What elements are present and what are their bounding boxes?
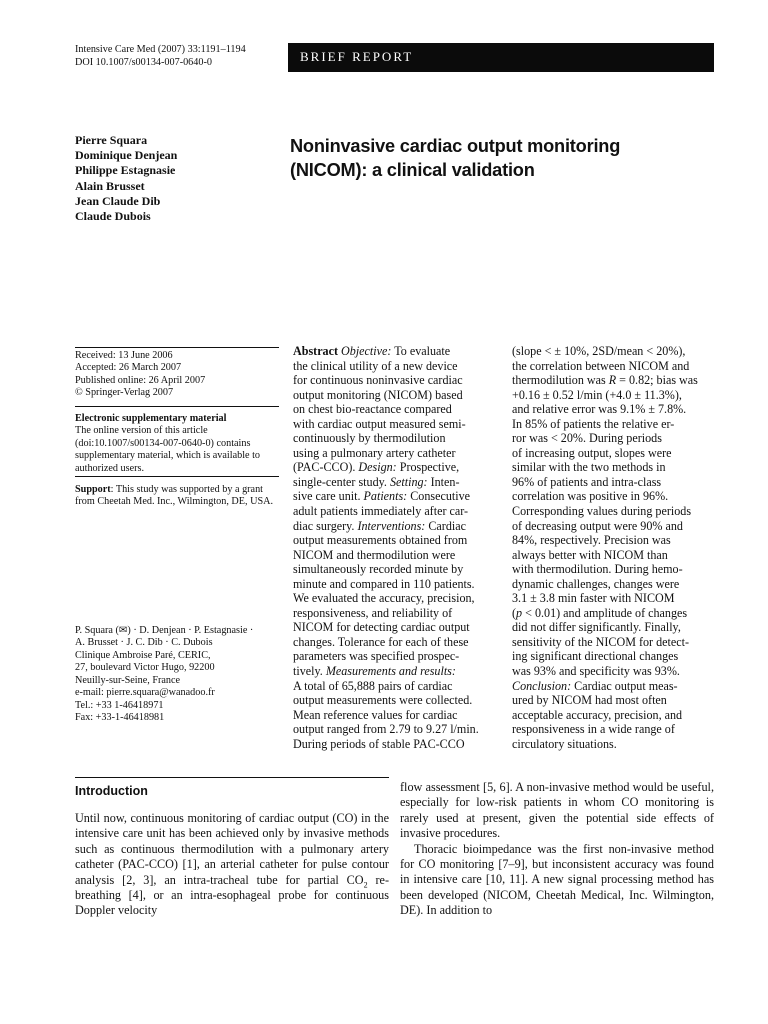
sidebar-divider (75, 406, 279, 407)
affiliation-line: Tel.: +33 1-46418971 (75, 699, 164, 711)
affiliation-line: 27, boulevard Victor Hugo, 92200 (75, 662, 215, 674)
author-name: Dominique Denjean (75, 148, 178, 163)
affiliation-line: Neuilly-sur-Seine, France (75, 674, 181, 686)
support-note (75, 484, 281, 509)
section-heading-introduction: Introduction (75, 784, 148, 798)
esm-note (75, 413, 281, 475)
abstract-text: Abstract Objective: To evaluate the clinical utility of a new device for continuous noninvasive cardiac output monitoring (NICOM) based on chest bio-reactance compared with cardiac output measured semi- continuously by thermodilution using a pulmonary artery catheter (PAC-CCO). Design: Prospective, single-center study. Setting: Inten- sive care unit. Patients: Consecutive adult patients immediately after car- diac surgery. Interventions: Cardiac output measurements obtained from NICOM and thermodilution were simultaneously recorded minute by minute and compared in 110 patients. We evaluated the accuracy, precision, responsiveness, and reliability of NICOM for detecting cardiac output changes. Tolerance for each of these parameters was specified prospec- tively. Measurements and results: A total of 65,888 pairs of cardiac output measurements were collected. Mean reference values for cardiac output ranged from 2.79 to 9.27 l/min. During periods of stable PAC-CCO (293, 344, 479, 751)
subscript: 2 (363, 880, 368, 890)
author-name: Philippe Estagnasie (75, 163, 176, 178)
author-name: Alain Brusset (75, 178, 145, 193)
article-type-label: BRIEF REPORT (300, 49, 414, 64)
affiliation-line: A. Brusset · J. C. Dib · C. Dubois (75, 637, 213, 649)
intro-paragraph-2: Thoracic bioimpedance was the first non-invasive method for CO monitoring [7–9], but inconsistent accuracy was found in intensive care [10, 11]. A new signal processing method has been developed (NICOM, Cheetah Medical, Inc. Wilmington, DE). In addition to (400, 841, 714, 918)
sidebar-divider (75, 347, 279, 348)
section-divider (75, 777, 389, 778)
doi-reference: DOI 10.1007/s00134-007-0640-0 (75, 57, 212, 68)
body-column-right (400, 780, 714, 919)
intro-paragraph-1: Until now, continuous monitoring of cardiac output (CO) in the intensive care unit has been achieved only by invasive methods such as continuous thermodilution with a pulmonary artery catheter (PAC-CCO) [1], an arterial catheter for pulse contour analysis [2, 3], an intra-tracheal tube for partial CO (75, 811, 389, 887)
affiliation-line: e-mail: pierre.squara@wanadoo.fr (75, 687, 215, 699)
support-label: Support (75, 484, 111, 495)
sidebar-divider (75, 476, 279, 477)
journal-citation (75, 43, 246, 69)
body-column-left (75, 811, 389, 919)
affiliation-line: P. Squara (✉) · D. Denjean · P. Estagnasie · (75, 625, 254, 636)
publication-dates (75, 350, 281, 400)
esm-heading: Electronic supplementary material (75, 413, 227, 424)
affiliation-line: Clinique Ambroise Paré, CERIC, (75, 649, 211, 661)
intro-paragraph-1-cont: re-breathing [4], or an intra-esophageal probe for continuous Doppler velocity (75, 872, 390, 918)
article-title: Noninvasive cardiac output monitoring (NICOM): a clinical validation (290, 136, 621, 180)
journal-reference: Intensive Care Med (2007) 33:1191–1194 (75, 44, 246, 55)
author-list (75, 133, 177, 224)
received-date: Received: 13 June 2006 (75, 350, 173, 361)
affiliation-block (75, 625, 281, 725)
article-type-banner (288, 43, 714, 72)
author-name: Jean Claude Dib (75, 193, 161, 208)
copyright-line: © Springer-Verlag 2007 (75, 387, 174, 399)
esm-text: The online version of this article (doi:10.1007/s00134-007-0640-0) contains supplementary material, which is available to authorized users. (75, 425, 261, 474)
published-date: Published online: 26 April 2007 (75, 374, 206, 386)
accepted-date: Accepted: 26 March 2007 (75, 362, 182, 374)
abstract-column-2 (512, 344, 714, 751)
intro-paragraph-1-cont: flow assessment [5, 6]. A non-invasive method would be useful, especially for low-risk patients in whom CO monitoring is rarely used at present, given the potential side effects of invasive procedures. (400, 780, 714, 841)
support-text: : This study was supported by a grant from Cheetah Med. Inc., Wilmington, DE, USA. (75, 484, 274, 508)
author-name: Claude Dubois (75, 209, 151, 224)
author-name: Pierre Squara (75, 133, 148, 147)
abstract-column-1 (293, 344, 500, 751)
abstract-text: (slope < ± 10%, 2SD/mean < 20%), the correlation between NICOM and thermodilution was R = 0.82; bias was +0.16 ± 0.52 l/min (+4.0 ± 11.3%), and relative error was 9.1% ± 7.8%. In 85% of patients the relative er- ror was < 20%. During periods of increasing output, slopes were similar with the two methods in 96% of patients and intra-class correlation was positive in 96%. Corresponding values during periods of decreasing output were 90% and 84%, respectively. Precision was always better with NICOM than with thermodilution. During hemo- dynamic challenges, changes were 3.1 ± 3.8 min faster with NICOM (p < 0.01) and amplitude of changes did not differ significantly. Finally, sensitivity of the NICOM for detect- ing significant directional changes was 93% and specificity was 93%. Conclusion: Cardiac output meas- ured by NICOM had most often acceptable accuracy, precision, and responsiveness in a wide range of circulatory situations. (512, 344, 698, 751)
affiliation-line: Fax: +33-1-46418981 (75, 712, 165, 724)
